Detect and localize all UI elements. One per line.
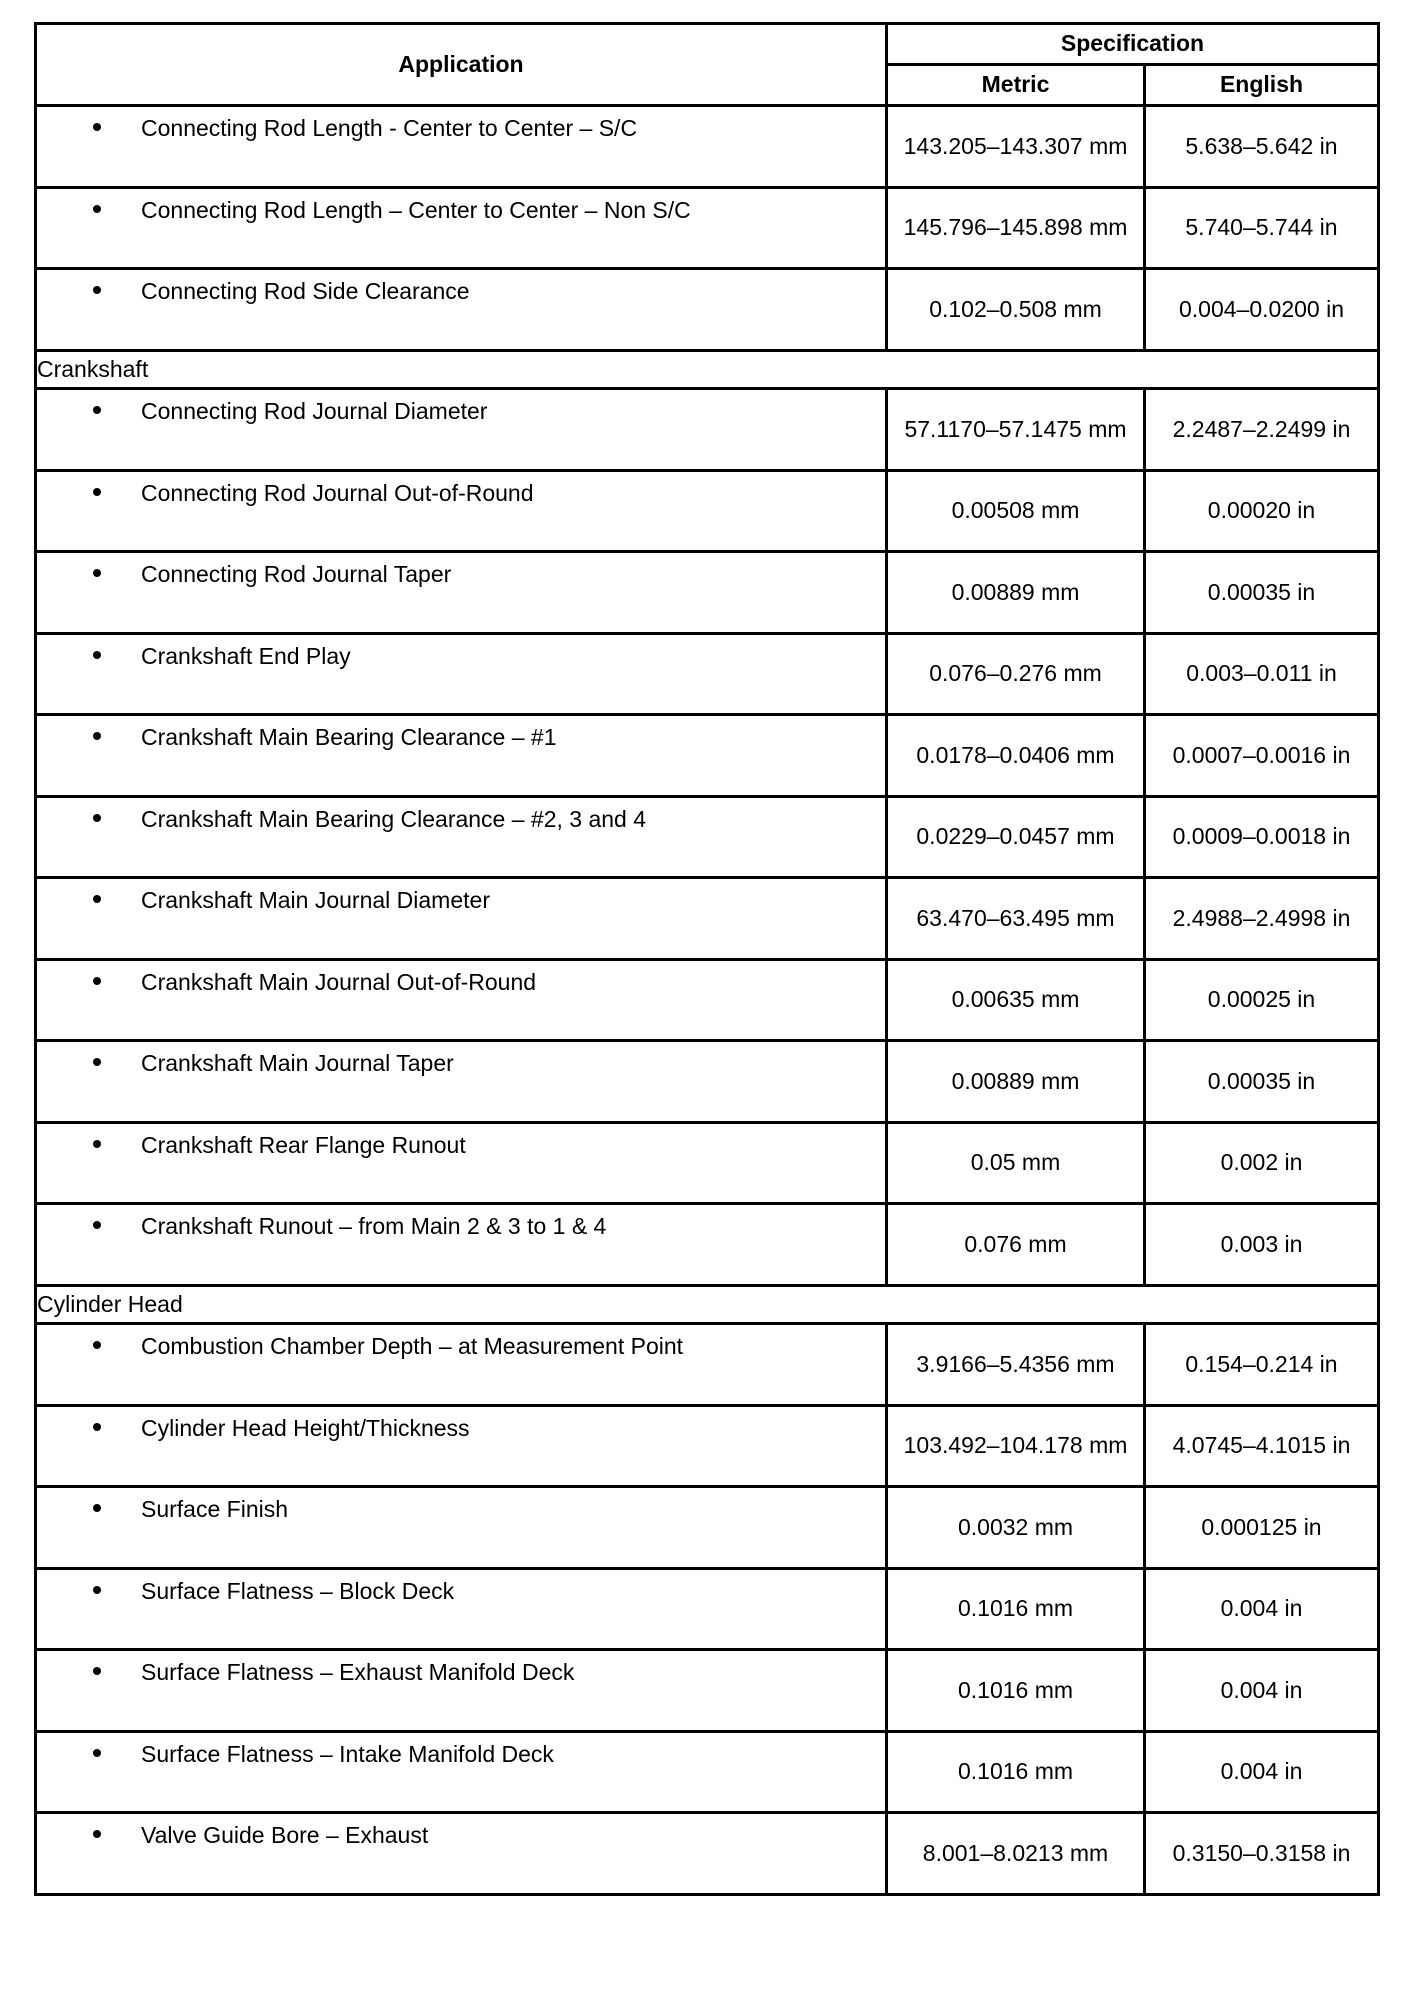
table-row — [36, 1041, 1379, 1123]
application-label: Connecting Rod Journal Diameter — [141, 398, 488, 424]
specification-header: Specification — [887, 24, 1379, 65]
metric-value: 0.102–0.508 mm — [887, 269, 1145, 351]
english-value: 2.2487–2.2499 in — [1145, 389, 1379, 471]
application-label: Crankshaft Main Journal Taper — [141, 1050, 454, 1076]
bullet-icon — [93, 205, 101, 213]
metric-value: 0.0178–0.0406 mm — [887, 715, 1145, 797]
metric-value: 57.1170–57.1475 mm — [887, 389, 1145, 471]
application-cell — [36, 187, 887, 269]
table-row — [36, 959, 1379, 1041]
metric-value: 0.076–0.276 mm — [887, 633, 1145, 715]
metric-value: 145.796–145.898 mm — [887, 187, 1145, 269]
metric-value: 0.00508 mm — [887, 470, 1145, 552]
application-cell — [36, 1813, 887, 1895]
english-value: 5.638–5.642 in — [1145, 106, 1379, 188]
application-cell — [36, 1650, 887, 1732]
application-cell — [36, 389, 887, 471]
application-label: Connecting Rod Journal Out-of-Round — [141, 479, 534, 506]
application-label: Connecting Rod Side Clearance — [141, 278, 470, 304]
bullet-icon — [93, 895, 101, 903]
bullet-icon — [93, 286, 101, 294]
application-label: Valve Guide Bore – Exhaust — [141, 1822, 429, 1848]
application-label: Crankshaft Main Bearing Clearance – #2, 3 and 4 — [141, 805, 647, 832]
section-label: Crankshaft — [36, 350, 1379, 389]
metric-header: Metric — [887, 65, 1145, 106]
metric-value: 143.205–143.307 mm — [887, 106, 1145, 188]
table-row — [36, 878, 1379, 960]
english-value: 0.004 in — [1145, 1650, 1379, 1732]
english-value: 0.3150–0.3158 in — [1145, 1813, 1379, 1895]
english-value: 0.00035 in — [1145, 1041, 1379, 1123]
bullet-icon — [93, 977, 101, 985]
metric-value: 103.492–104.178 mm — [887, 1405, 1145, 1487]
application-label: Crankshaft Main Bearing Clearance – #1 — [141, 724, 557, 750]
table-row — [36, 1731, 1379, 1813]
application-cell — [36, 1324, 887, 1406]
application-label: Connecting Rod Length – Center to Center – Non S/C — [141, 196, 691, 223]
english-value: 0.154–0.214 in — [1145, 1324, 1379, 1406]
table-row — [36, 187, 1379, 269]
specification-table — [34, 22, 1380, 1896]
bullet-icon — [93, 732, 101, 740]
table-body — [36, 106, 1379, 1895]
bullet-icon — [93, 1221, 101, 1229]
table-row — [36, 715, 1379, 797]
english-value: 5.740–5.744 in — [1145, 187, 1379, 269]
english-value: 2.4988–2.4998 in — [1145, 878, 1379, 960]
metric-value: 0.0229–0.0457 mm — [887, 796, 1145, 878]
application-label: Crankshaft Rear Flange Runout — [141, 1131, 466, 1158]
application-label: Surface Flatness – Exhaust Manifold Deck — [141, 1659, 575, 1685]
metric-value: 0.00889 mm — [887, 1041, 1145, 1123]
application-label: Combustion Chamber Depth – at Measurement Point — [141, 1333, 684, 1359]
metric-value: 0.1016 mm — [887, 1731, 1145, 1813]
bullet-icon — [93, 1140, 101, 1148]
table-row — [36, 1405, 1379, 1487]
english-value: 0.0007–0.0016 in — [1145, 715, 1379, 797]
table-row — [36, 1813, 1379, 1895]
bullet-icon — [93, 1749, 101, 1757]
bullet-icon — [93, 406, 101, 414]
bullet-icon — [93, 1423, 101, 1431]
bullet-icon — [93, 1667, 101, 1675]
table-row — [36, 470, 1379, 552]
application-cell — [36, 1568, 887, 1650]
application-cell — [36, 878, 887, 960]
table-row — [36, 1122, 1379, 1204]
english-value: 0.004 in — [1145, 1731, 1379, 1813]
application-cell — [36, 796, 887, 878]
section-label: Cylinder Head — [36, 1285, 1379, 1324]
metric-value: 0.00889 mm — [887, 552, 1145, 634]
application-cell — [36, 470, 887, 552]
application-cell — [36, 1487, 887, 1569]
bullet-icon — [93, 651, 101, 659]
application-label: Surface Flatness – Intake Manifold Deck — [141, 1740, 554, 1767]
english-value: 0.00020 in — [1145, 470, 1379, 552]
english-value: 0.004 in — [1145, 1568, 1379, 1650]
application-cell — [36, 959, 887, 1041]
table-row — [36, 269, 1379, 351]
table-row — [36, 389, 1379, 471]
application-label: Crankshaft Main Journal Out-of-Round — [141, 968, 537, 995]
application-cell — [36, 1405, 887, 1487]
application-cell — [36, 633, 887, 715]
metric-value: 0.1016 mm — [887, 1568, 1145, 1650]
english-header: English — [1145, 65, 1379, 106]
metric-value: 0.0032 mm — [887, 1487, 1145, 1569]
bullet-icon — [93, 814, 101, 822]
application-label: Crankshaft Main Journal Diameter — [141, 887, 490, 913]
english-value: 0.00035 in — [1145, 552, 1379, 634]
table-row — [36, 552, 1379, 634]
metric-value: 63.470–63.495 mm — [887, 878, 1145, 960]
application-cell — [36, 106, 887, 188]
application-label: Connecting Rod Length - Center to Center – S/C — [141, 115, 638, 141]
bullet-icon — [93, 1504, 101, 1512]
application-label: Surface Finish — [141, 1496, 289, 1522]
english-value: 0.002 in — [1145, 1122, 1379, 1204]
english-value: 0.0009–0.0018 in — [1145, 796, 1379, 878]
application-cell — [36, 269, 887, 351]
english-value: 4.0745–4.1015 in — [1145, 1405, 1379, 1487]
application-label: Crankshaft End Play — [141, 642, 351, 669]
table-row — [36, 106, 1379, 188]
application-cell — [36, 1041, 887, 1123]
table-row — [36, 1650, 1379, 1732]
application-cell — [36, 715, 887, 797]
english-value: 0.000125 in — [1145, 1487, 1379, 1569]
metric-value: 0.076 mm — [887, 1204, 1145, 1286]
bullet-icon — [93, 1830, 101, 1838]
application-label: Cylinder Head Height/Thickness — [141, 1414, 470, 1441]
bullet-icon — [93, 1058, 101, 1066]
metric-value: 0.05 mm — [887, 1122, 1145, 1204]
bullet-icon — [93, 488, 101, 496]
table-row — [36, 1204, 1379, 1286]
metric-value: 0.00635 mm — [887, 959, 1145, 1041]
bullet-icon — [93, 1586, 101, 1594]
table-row — [36, 1324, 1379, 1406]
application-cell — [36, 1731, 887, 1813]
english-value: 0.003 in — [1145, 1204, 1379, 1286]
bullet-icon — [93, 1341, 101, 1349]
english-value: 0.00025 in — [1145, 959, 1379, 1041]
english-value: 0.003–0.011 in — [1145, 633, 1379, 715]
bullet-icon — [93, 569, 101, 577]
table-row — [36, 796, 1379, 878]
table-header — [36, 24, 1379, 106]
table-row — [36, 633, 1379, 715]
application-label: Connecting Rod Journal Taper — [141, 561, 452, 587]
section-row — [36, 350, 1379, 389]
application-cell — [36, 1204, 887, 1286]
metric-value: 3.9166–5.4356 mm — [887, 1324, 1145, 1406]
application-cell — [36, 552, 887, 634]
bullet-icon — [93, 123, 101, 131]
application-label: Crankshaft Runout – from Main 2 & 3 to 1 & 4 — [141, 1213, 607, 1239]
application-cell — [36, 1122, 887, 1204]
table-row — [36, 1568, 1379, 1650]
metric-value: 0.1016 mm — [887, 1650, 1145, 1732]
metric-value: 8.001–8.0213 mm — [887, 1813, 1145, 1895]
application-label: Surface Flatness – Block Deck — [141, 1577, 455, 1604]
application-header: Application — [36, 24, 887, 106]
table-row — [36, 1487, 1379, 1569]
section-row — [36, 1285, 1379, 1324]
english-value: 0.004–0.0200 in — [1145, 269, 1379, 351]
